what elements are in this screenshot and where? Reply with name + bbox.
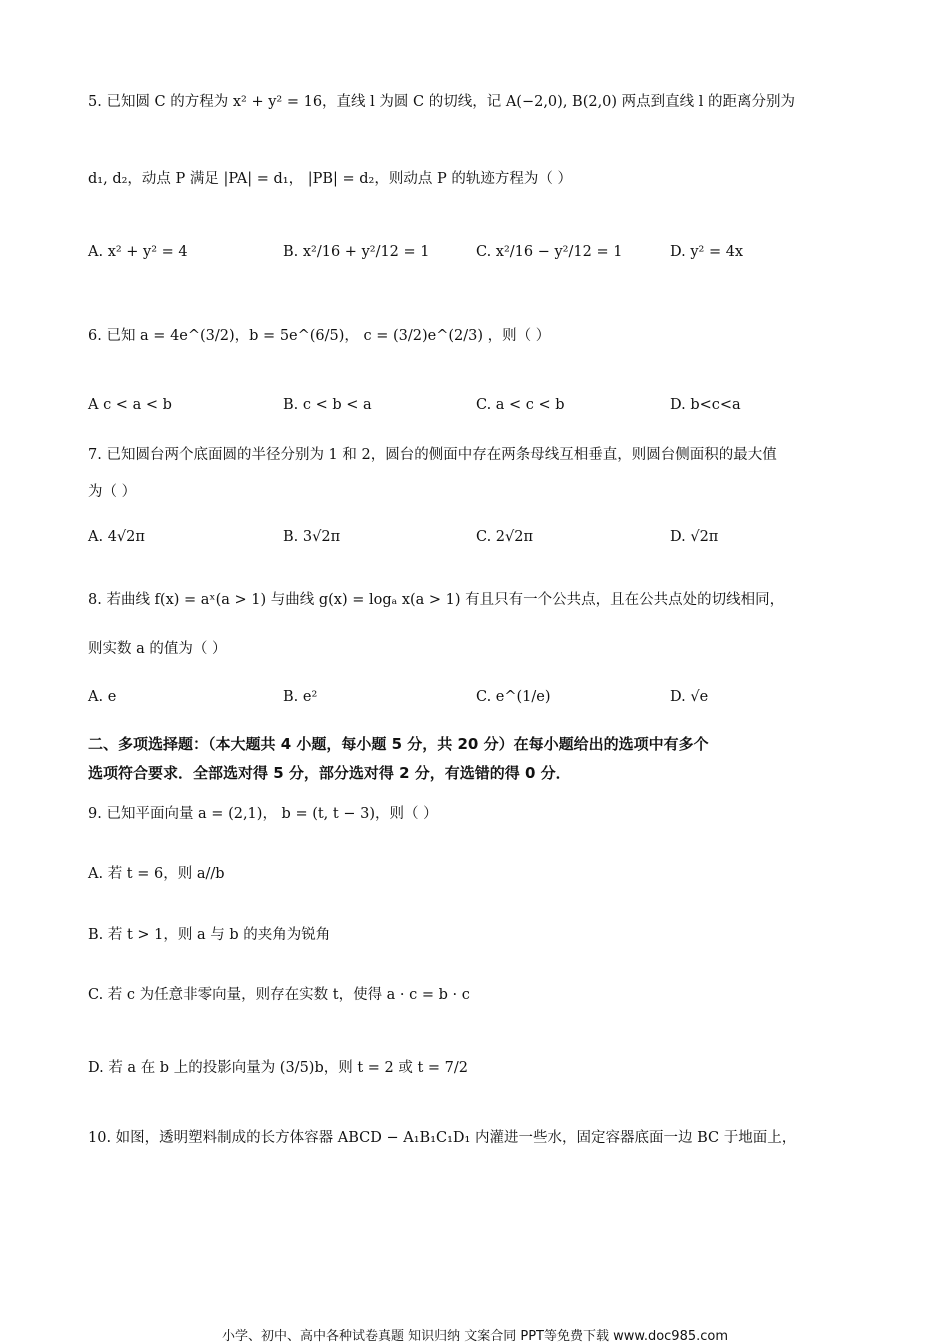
q8-option-c: C. e^(1/e) [476, 689, 551, 705]
section2-heading-line2: 选项符合要求．全部选对得 5 分，部分选对得 2 分，有选错的得 0 分． [88, 764, 571, 782]
page-footer: 小学、初中、高中各种试卷真题 知识归纳 文案合同 PPT等免费下载 www.doc985.com [221, 1329, 729, 1344]
q5-line2: d₁, d₂，动点 P 满足 |PA| = d₁， |PB| = d₂，则动点 P 的轨迹方程为（ ） [88, 171, 572, 187]
q5-option-d: D. y² = 4x [670, 244, 744, 260]
q9-option-b: B. 若 t > 1，则 a 与 b 的夹角为锐角 [88, 927, 331, 943]
q9-option-d: D. 若 a 在 b 上的投影向量为 (3/5)b，则 t = 2 或 t = 7/2 [88, 1060, 469, 1076]
section2-heading-line1: 二、多项选择题：（本大题共 4 小题，每小题 5 分，共 20 分）在每小题给出的选项中有多个 [88, 735, 709, 753]
q5-option-c: C. x²/16 − y²/12 = 1 [476, 244, 623, 260]
q5-option-b: B. x²/16 + y²/12 = 1 [283, 244, 430, 260]
q7-option-d: D. √2π [670, 529, 719, 545]
q7-option-a: A. 4√2π [88, 529, 145, 545]
q7-option-c: C. 2√2π [476, 529, 534, 545]
q8-line1: 8. 若曲线 f(x) = aˣ(a > 1) 与曲线 g(x) = logₐ x(a > 1) 有且只有一个公共点，且在公共点处的切线相同， [88, 592, 785, 608]
q5-line1: 5. 已知圆 C 的方程为 x² + y² = 16，直线 l 为圆 C 的切线，记 A(−2,0), B(2,0) 两点到直线 l 的距离分别为 [88, 94, 796, 110]
q6-option-a: A c < a < b [88, 397, 172, 413]
q6-option-b: B. c < b < a [283, 397, 372, 413]
q8-option-b: B. e² [283, 689, 318, 705]
q9-option-c: C. 若 c 为任意非零向量，则存在实数 t，使得 a · c = b · c [88, 987, 470, 1003]
q5-option-a: A. x² + y² = 4 [88, 244, 188, 260]
q7-line1: 7. 已知圆台两个底面圆的半径分别为 1 和 2，圆台的侧面中存在两条母线互相垂直，则圆台侧面积的最大值 [88, 447, 777, 463]
q10-line1: 10. 如图，透明塑料制成的长方体容器 ABCD − A₁B₁C₁D₁ 内灌进一些水，固定容器底面一边 BC 于地面上， [88, 1130, 797, 1146]
q7-option-b: B. 3√2π [283, 529, 341, 545]
q8-option-a: A. e [88, 689, 117, 705]
q6-line1: 6. 已知 a = 4e^(3/2)，b = 5e^(6/5)， c = (3/2)e^(2/3) ，则（ ） [88, 328, 551, 344]
q6-option-c: C. a < c < b [476, 397, 565, 413]
q6-option-d: D. b<c<a [670, 397, 741, 413]
q7-line2: 为（ ） [88, 484, 137, 500]
q9-stem: 9. 已知平面向量 a = (2,1)， b = (t, t − 3)，则（ ） [88, 806, 438, 822]
q8-line2: 则实数 a 的值为（ ） [88, 641, 227, 657]
q8-option-d: D. √e [670, 689, 709, 705]
q9-option-a: A. 若 t = 6，则 a//b [88, 866, 225, 882]
